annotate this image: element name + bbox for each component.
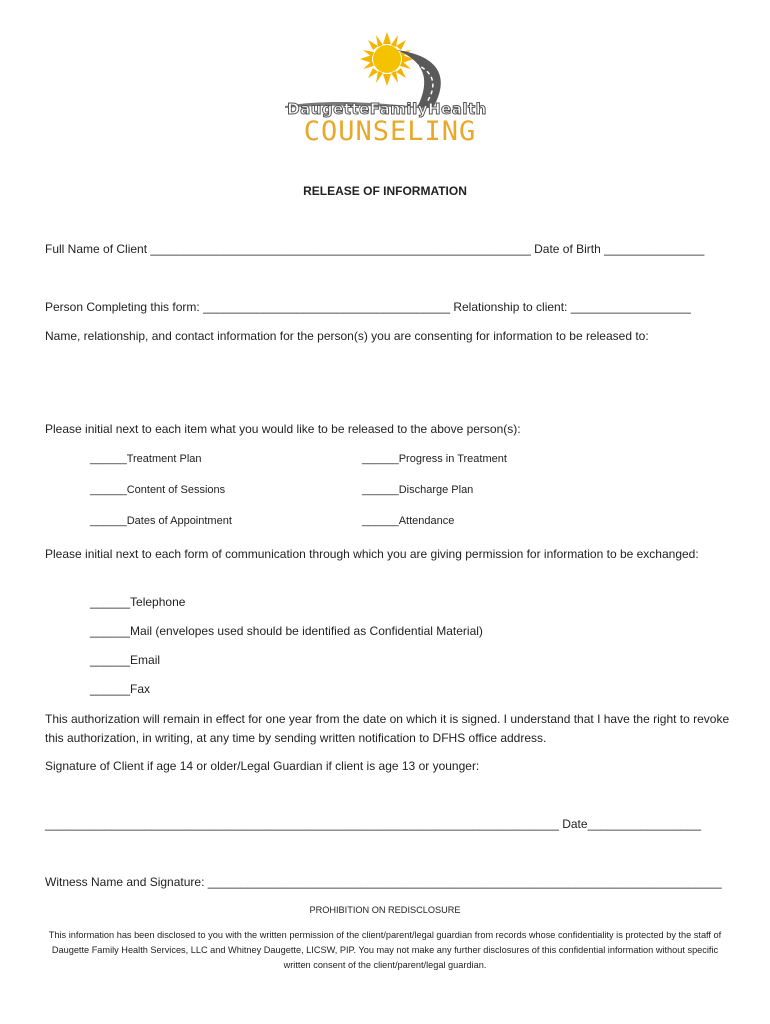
comm-telephone[interactable]: ______Telephone (90, 595, 186, 609)
item-treatment-plan[interactable]: ______Treatment Plan (90, 453, 202, 465)
person-completing-line[interactable]: Person Completing this form: _____________________________________ Relationship to client: __________________ (45, 300, 691, 314)
brand-counseling: COUNSELING (303, 116, 477, 147)
prohibition-title: PROHIBITION ON REDISCLOSURE (309, 905, 461, 915)
item-content-of-sessions[interactable]: ______Content of Sessions (90, 484, 226, 496)
comm-mail[interactable]: ______Mail (envelopes used should be identified as Confidential Material) (90, 624, 483, 638)
client-name-dob-line[interactable]: Full Name of Client _________________________________________________________ Date of Birth _______________ (45, 242, 705, 256)
comm-fax[interactable]: ______Fax (90, 682, 151, 696)
page-title: RELEASE OF INFORMATION (303, 184, 467, 198)
logo (265, 28, 505, 158)
signature-date-line[interactable]: _____________________________________________________________________________ Date_________________ (45, 817, 702, 831)
consent-instructions: Name, relationship, and contact information for the person(s) you are consenting for information to be released to: (45, 329, 649, 343)
communication-prompt: Please initial next to each form of communication through which you are giving permission for information to be exchanged: (45, 547, 699, 561)
authorization-text: This authorization will remain in effect for one year from the date on which it is signed. I understand that I have the right to revoke this authorization, in writing, at any time by sending written notification to DFHS office address. (45, 712, 730, 745)
witness-line[interactable]: Witness Name and Signature: _____________________________________________________________________________ (45, 875, 722, 889)
item-progress-in-treatment[interactable]: ______Progress in Treatment (362, 453, 507, 465)
signature-prompt: Signature of Client if age 14 or older/Legal Guardian if client is age 13 or younger: (45, 759, 480, 773)
initial-items-prompt: Please initial next to each item what you would like to be released to the above person(s): (45, 422, 521, 436)
item-attendance[interactable]: ______Attendance (362, 515, 455, 527)
item-dates-of-appointment[interactable]: ______Dates of Appointment (90, 515, 232, 527)
disclaimer-text: This information has been disclosed to you with the written permission of the client/parent/legal guardian from records whose confidentiality is protected by the staff of Daugette Family Health Services, LLC and Whitney Daugette, LICSW, PIP. You may not make any further disclosures of this confidential information without specific written consent of the client/parent/legal guardian. (48, 930, 722, 970)
item-discharge-plan[interactable]: ______Discharge Plan (362, 484, 474, 496)
comm-email[interactable]: ______Email (90, 653, 161, 667)
brand-name: DaugetteFamilyHealth (287, 100, 487, 118)
